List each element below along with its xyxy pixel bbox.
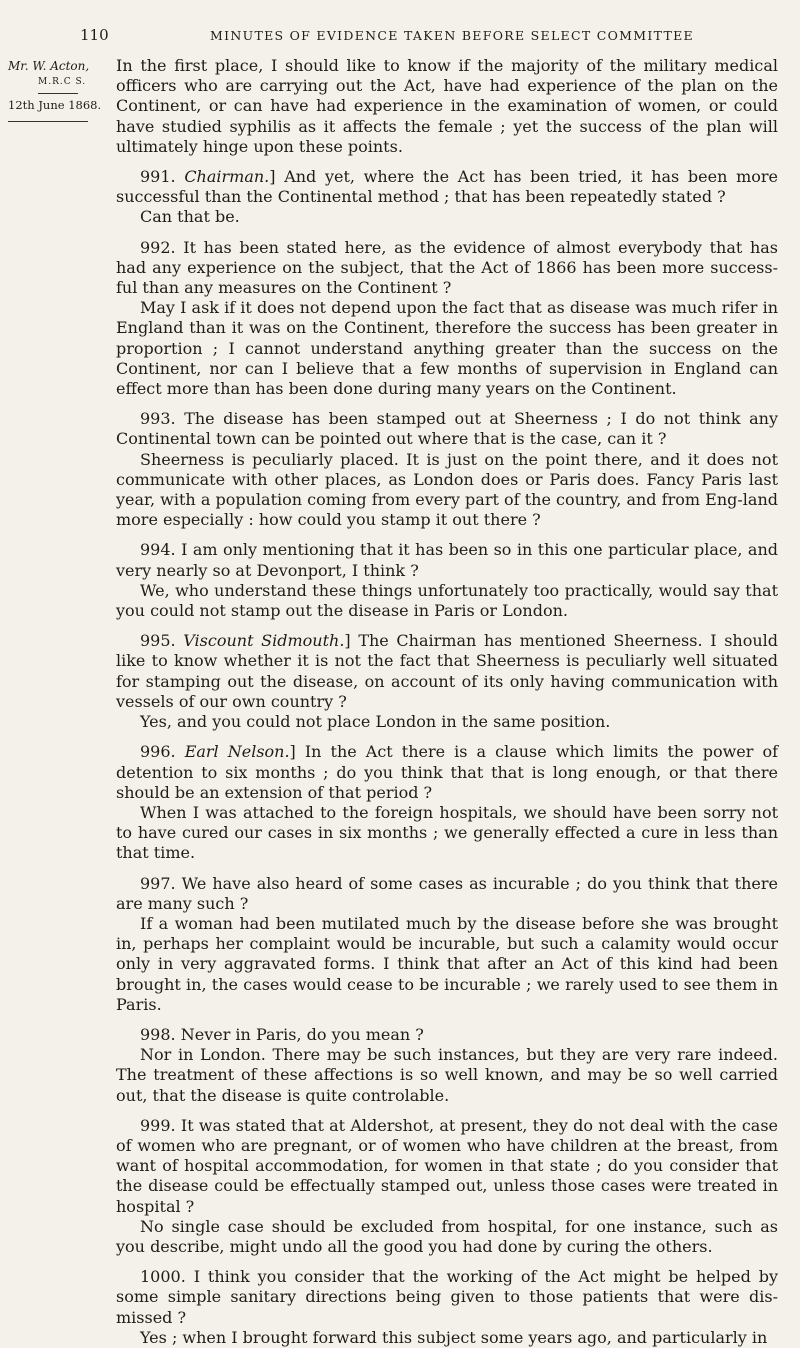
- questioner-name: Viscount Sidmouth.: [183, 631, 345, 651]
- question-text: It has been stated here, as the evidence of almost everybody that has had any experience on the subject, that the Act of 1866 has been more success-ful than any measures on the Continent ?: [116, 237, 778, 298]
- answer-paragraph: If a woman had been mutilated much by the disease before she was brought in, perhaps her complaint would be incurable, but such a calamity would occur only in very aggravated forms. I think that after an Act of this kind had been brought in, the cases would cease to be incurable ; we rarely used to see them in Paris.: [116, 913, 778, 1014]
- questioner-name: Earl Nelson.: [184, 742, 290, 762]
- witness-qualification: M.R.C S.: [38, 77, 87, 87]
- question-paragraph: [116, 1267, 778, 1328]
- running-header: [80, 26, 780, 44]
- evidence-date: 12th June 1868.: [8, 98, 102, 112]
- question-text: It was stated that at Aldershot, at present, they do not deal with the case of women who are pregnant, or of women who have children at the breast, from want of hospital accommodation, for women in that state ; do you consider that the disease could be effectually stamped out, unless those cases were treated in hospital ?: [116, 1115, 778, 1216]
- question-number: 993.: [140, 409, 176, 429]
- answer-paragraph: Yes ; when I brought forward this subject some years ago, and particularly in: [140, 1327, 768, 1347]
- evidence-body: [116, 56, 778, 1348]
- question-text: I am only mentioning that it has been so in this one particular place, and very nearly so at Devonport, I think ?: [116, 540, 778, 580]
- question-number: 998.: [140, 1024, 176, 1044]
- question-number: 996.: [140, 742, 176, 762]
- question-paragraph: 995. Viscount Sidmouth.] The Chairman has mentioned Sheerness. I should like to know whether it is not the fact that Sheerness is peculiarly well situated for stamping out the disease, on account of its only having communication with vessels of our own country ?: [116, 631, 779, 711]
- question-paragraph: 996. Earl Nelson.] In the Act there is a clause which limits the power of detention to six months ; do you think that that is long enough, or that there should be an extension of that period ?: [116, 742, 778, 802]
- answer-paragraph: Sheerness is peculiarly placed. It is just on the point there, and it does not communicate with other places, as London does or Paris does. Fancy Paris last year, with a population coming from every part of the country, and from Eng-land more especially : how could you stamp it out there ?: [116, 449, 778, 530]
- answer-paragraph: When I was attached to the foreign hospitals, we should have been sorry not to have cured our cases in six months ; we generally effected a cure in less than that time.: [116, 802, 778, 863]
- running-title: MINUTES OF EVIDENCE TAKEN BEFORE SELECT COMMITTEE: [210, 28, 694, 43]
- question-number: 999.: [140, 1115, 176, 1135]
- intro-paragraph: In the first place, I should like to know if the majority of the military medical officers who are carrying out the Act, have had experience of the plan on the Continent, or can have had experience in the examination of women, or could have studied syphilis as it affects the female ; yet the success of the plan will ultimately hinge upon these points.: [116, 56, 778, 156]
- question-paragraph: [116, 874, 778, 914]
- question-text: The disease has been stamped out at Sheerness ; I do not think any Continental town can be pointed out where that is the case, can it ?: [116, 409, 779, 449]
- page-number: 110: [80, 26, 109, 44]
- question-paragraph: [116, 540, 778, 580]
- question-paragraph: [116, 238, 778, 299]
- answer-paragraph: Can that be.: [140, 207, 240, 227]
- question-number: 995.: [140, 631, 176, 651]
- question-text: In the Act there is a clause which limits the power of detention to six months ; do you think that that is long enough, or that there should be an extension of that period ?: [116, 742, 778, 802]
- witness-name: Mr. W. Acton,: [8, 59, 90, 73]
- question-text: Never in Paris, do you mean ?: [180, 1024, 424, 1044]
- margin-rule: [8, 121, 88, 122]
- answer-paragraph: Yes, and you could not place London in the same position.: [140, 712, 611, 732]
- question-number: 1000.: [140, 1267, 186, 1287]
- question-text: We have also heard of some cases as incurable ; do you think that there are many such ?: [116, 873, 778, 913]
- question-paragraph: [116, 1116, 778, 1217]
- question-text: The Chairman has mentioned Sheerness. I should like to know whether it is not the fact that Sheerness is peculiarly well situated for stamping out the disease, on account of its only having communication with vessels of our own country ?: [116, 631, 779, 711]
- question-number: 992.: [140, 237, 176, 257]
- question-text: And yet, where the Act has been tried, it has been more successful than the Continental method ; that has been repeatedly stated ?: [116, 167, 779, 207]
- questioner-name: Chairman.: [184, 167, 270, 187]
- margin-note: [8, 58, 103, 122]
- question-paragraph: [116, 409, 778, 449]
- question-paragraph: 991. Chairman.] And yet, where the Act has been tried, it has been more successful than the Continental method ; that has been repeatedly stated ?: [116, 167, 779, 207]
- question-number: 994.: [140, 540, 176, 560]
- question-number: 991.: [140, 167, 176, 187]
- question-text: I think you consider that the working of the Act might be helped by some simple sanitary directions being given to those patients that were dis-missed ?: [116, 1267, 778, 1327]
- margin-rule: [38, 93, 78, 94]
- answer-paragraph: May I ask if it does not depend upon the fact that as disease was much rifer in England than it was on the Continent, therefore the success has been greater in proportion ; I cannot understand anything greater than the success on the Continent, nor can I believe that a few months of supervision in England can effect more than has been done during many years on the Continent.: [116, 298, 778, 399]
- answer-paragraph: No single case should be excluded from hospital, for one instance, such as you describe, might undo all the good you had done by curing the others.: [116, 1216, 778, 1256]
- answer-paragraph: Nor in London. There may be such instances, but they are very rare indeed. The treatment of these affections is so well known, and may be so well carried out, that the disease is quite controlable.: [116, 1045, 778, 1105]
- answer-paragraph: We, who understand these things unfortunately too practically, would say that you could not stamp out the disease in Paris or London.: [116, 580, 778, 621]
- question-paragraph: [116, 1025, 778, 1045]
- question-number: 997.: [140, 873, 176, 893]
